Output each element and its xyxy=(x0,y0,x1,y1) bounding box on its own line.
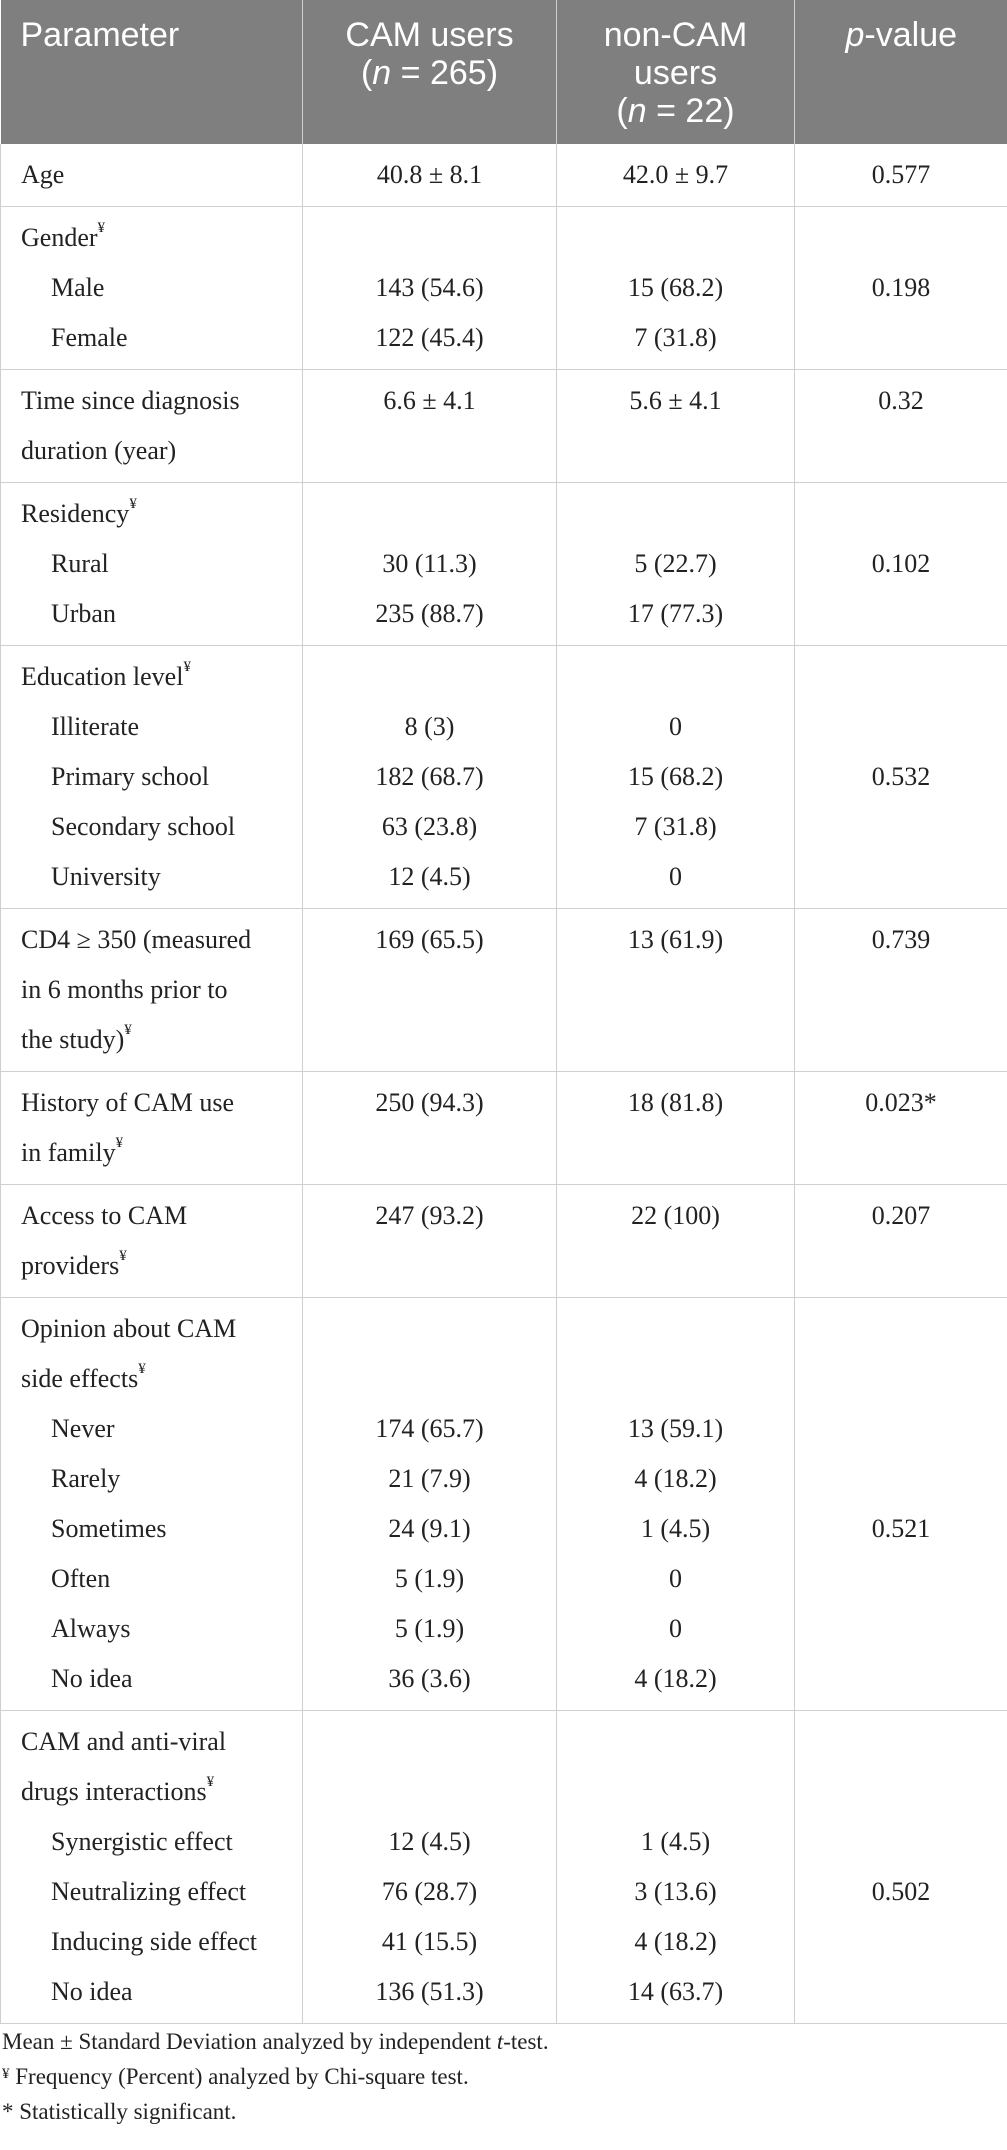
interactions-label: CAM and anti-viral drugs interactions¥ Synergistic effect Neutralizing effect Inducing side effect No idea xyxy=(1,1711,303,2024)
cd4-p: 0.739 xyxy=(795,909,1007,1072)
table-row xyxy=(1,483,1007,646)
table-header xyxy=(1,0,1007,144)
age-non: 42.0 ± 9.7 xyxy=(557,144,795,207)
education-non: 0 15 (68.2) 7 (31.8) 0 xyxy=(557,646,795,909)
table-row xyxy=(1,1185,1007,1298)
table-row xyxy=(1,1298,1007,1711)
access-non: 22 (100) xyxy=(557,1185,795,1298)
history-cam: 250 (94.3) xyxy=(303,1072,557,1185)
opinion-p: 0.521 xyxy=(795,1298,1007,1711)
interactions-cam: 12 (4.5) 76 (28.7) 41 (15.5) 136 (51.3) xyxy=(303,1711,557,2024)
age-cam: 40.8 ± 8.1 xyxy=(303,144,557,207)
cd4-label: CD4 ≥ 350 (measured in 6 months prior to the study)¥ xyxy=(1,909,303,1072)
table-row xyxy=(1,1711,1007,2024)
table-row xyxy=(1,1072,1007,1185)
residency-label: Residency¥ Rural Urban xyxy=(1,483,303,646)
table-row xyxy=(1,370,1007,483)
opinion-cam: 174 (65.7) 21 (7.9) 24 (9.1) 5 (1.9) 5 (1.9) 36 (3.6) xyxy=(303,1298,557,1711)
header-non-cam-users: non-CAM users (n = 22) xyxy=(557,0,795,144)
footnote-significance: * Statistically significant. xyxy=(2,2099,237,2124)
education-label: Education level¥ Illiterate Primary school Secondary school University xyxy=(1,646,303,909)
history-p: 0.023* xyxy=(795,1072,1007,1185)
table-row xyxy=(1,207,1007,370)
header-cam-users: CAM users (n = 265) xyxy=(303,0,557,144)
header-p-value: p-value xyxy=(795,0,1007,144)
gender-label: Gender¥ Male Female xyxy=(1,207,303,370)
residency-cam: 30 (11.3) 235 (88.7) xyxy=(303,483,557,646)
footnote-frequency: ¥ Frequency (Percent) analyzed by Chi-square test. xyxy=(2,2064,469,2089)
history-label: History of CAM use in family¥ xyxy=(1,1072,303,1185)
access-cam: 247 (93.2) xyxy=(303,1185,557,1298)
age-p: 0.577 xyxy=(795,144,1007,207)
time-p: 0.32 xyxy=(795,370,1007,483)
footnote-mean-sd: Mean ± Standard Deviation analyzed by independent t-test. xyxy=(2,2029,549,2054)
time-cam: 6.6 ± 4.1 xyxy=(303,370,557,483)
table-row xyxy=(1,909,1007,1072)
education-cam: 8 (3) 182 (68.7) 63 (23.8) 12 (4.5) xyxy=(303,646,557,909)
history-non: 18 (81.8) xyxy=(557,1072,795,1185)
header-parameter: Parameter xyxy=(1,0,303,144)
residency-non: 5 (22.7) 17 (77.3) xyxy=(557,483,795,646)
interactions-non: 1 (4.5) 3 (13.6) 4 (18.2) 14 (63.7) xyxy=(557,1711,795,2024)
opinion-label: Opinion about CAM side effects¥ Never Rarely Sometimes Often Always No idea xyxy=(1,1298,303,1711)
cd4-cam: 169 (65.5) xyxy=(303,909,557,1072)
cd4-non: 13 (61.9) xyxy=(557,909,795,1072)
table-footnotes xyxy=(0,2024,1007,2129)
access-label: Access to CAM providers¥ xyxy=(1,1185,303,1298)
time-label: Time since diagnosis duration (year) xyxy=(1,370,303,483)
interactions-p: 0.502 xyxy=(795,1711,1007,2024)
time-non: 5.6 ± 4.1 xyxy=(557,370,795,483)
table-row xyxy=(1,144,1007,207)
education-p: 0.532 xyxy=(795,646,1007,909)
gender-non: 15 (68.2) 7 (31.8) xyxy=(557,207,795,370)
table-row xyxy=(1,646,1007,909)
opinion-non: 13 (59.1) 4 (18.2) 1 (4.5) 0 0 4 (18.2) xyxy=(557,1298,795,1711)
access-p: 0.207 xyxy=(795,1185,1007,1298)
residency-p: 0.102 xyxy=(795,483,1007,646)
gender-p: 0.198 xyxy=(795,207,1007,370)
gender-cam: 143 (54.6) 122 (45.4) xyxy=(303,207,557,370)
age-label: Age xyxy=(1,144,303,207)
